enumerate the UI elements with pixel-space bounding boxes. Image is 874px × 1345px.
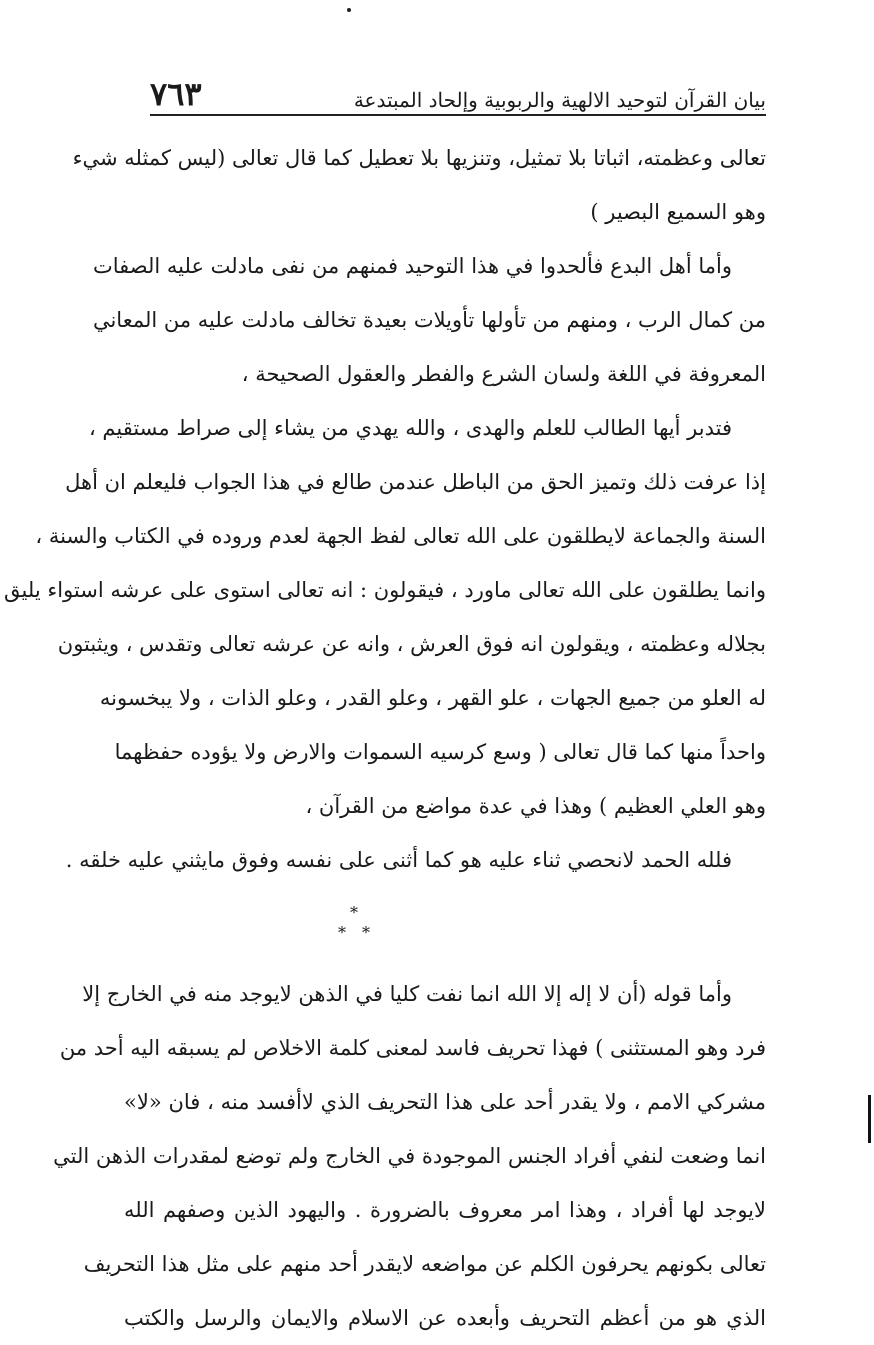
- text-line: لايوجد لها أفراد ، وهذا امر معروف بالضرورة . واليهود الذين وصفهم الله: [124, 1198, 766, 1222]
- text-line: وأما أهل البدع فألحدوا في هذا التوحيد فمنهم من نفى مادلت عليه الصفات: [93, 254, 732, 278]
- text-line: وانما يطلقون على الله تعالى ماورد ، فيقولون : انه تعالى استوى على عرشه استواء يليق: [4, 578, 766, 602]
- running-title: بيان القرآن لتوحيد الالهية والربوبية وإلحاد المبتدعة: [353, 88, 766, 112]
- text-line: له العلو من جميع الجهات ، علو القهر ، وعلو القدر ، وعلو الذات ، ولا يبخسونه: [99, 686, 766, 710]
- asterisk: *: [362, 923, 370, 942]
- asterisk: *: [338, 923, 346, 942]
- text-line: فرد وهو المستثنى ) فهذا تحريف فاسد لمعنى كلمة الاخلاص لم يسبقه اليه أحد من: [59, 1036, 766, 1060]
- text-line: تعالى وعظمته، اثباتا بلا تمثيل، وتنزيها بلا تعطيل كما قال تعالى (ليس كمثله شيء: [72, 146, 766, 170]
- page-number: ٧٦٣: [150, 75, 202, 113]
- text-line: وهو السميع البصير ): [590, 200, 766, 224]
- text-line: بجلاله وعظمته ، ويقولون انه فوق العرش ، وانه عن عرشه تعالى وتقدس ، ويثبتون: [57, 632, 766, 656]
- text-line: مشركي الامم ، ولا يقدر أحد على هذا التحريف الذي لاأفسد منه ، فان «لا»: [124, 1090, 766, 1114]
- margin-mark: [868, 1095, 871, 1143]
- text-line: واحداً منها كما قال تعالى ( وسع كرسيه السموات والارض ولا يؤوده حفظهما: [114, 740, 766, 764]
- section-separator: [124, 887, 766, 967]
- text-line: وهو العلي العظيم ) وهذا في عدة مواضع من القرآن ،: [305, 794, 766, 818]
- ink-dot: [347, 8, 351, 12]
- page-header: [150, 68, 766, 116]
- asterisk: *: [350, 903, 358, 922]
- text-line: تعالى بكونهم يحرفون الكلم عن مواضعه لايقدر أحد منهم على مثل هذا التحريف: [83, 1252, 766, 1276]
- text-line: فتدبر أيها الطالب للعلم والهدى ، والله يهدي من يشاء إلى صراط مستقيم ،: [88, 416, 732, 440]
- text-line: السنة والجماعة لايطلقون على الله تعالى لفظ الجهة لعدم وروده في الكتاب والسنة ،: [35, 524, 766, 548]
- text-line: المعروفة في اللغة ولسان الشرع والفطر والعقول الصحيحة ،: [241, 362, 766, 386]
- text-line: من كمال الرب ، ومنهم من تأولها تأويلات بعيدة تخالف مادلت عليه من المعاني: [92, 308, 766, 332]
- text-line: انما وضعت لنفي أفراد الجنس الموجودة في الخارج ولم توضع لمقدرات الذهن التي: [53, 1144, 766, 1168]
- text-line: الذي هو من أعظم التحريف وأبعده عن الاسلام والايمان والرسل والكتب: [124, 1306, 766, 1330]
- text-line: فلله الحمد لانحصي ثناء عليه هو كما أثنى على نفسه وفوق مايثني عليه خلقه .: [65, 848, 732, 872]
- text-line: إذا عرفت ذلك وتميز الحق من الباطل عندمن طالع في هذا الجواب فليعلم ان أهل: [65, 470, 766, 494]
- body-text: [4, 131, 766, 1345]
- text-line: وأما قوله (أن لا إله إلا الله انما نفت كليا في الذهن لايوجد منه في الخارج إلا: [82, 982, 732, 1006]
